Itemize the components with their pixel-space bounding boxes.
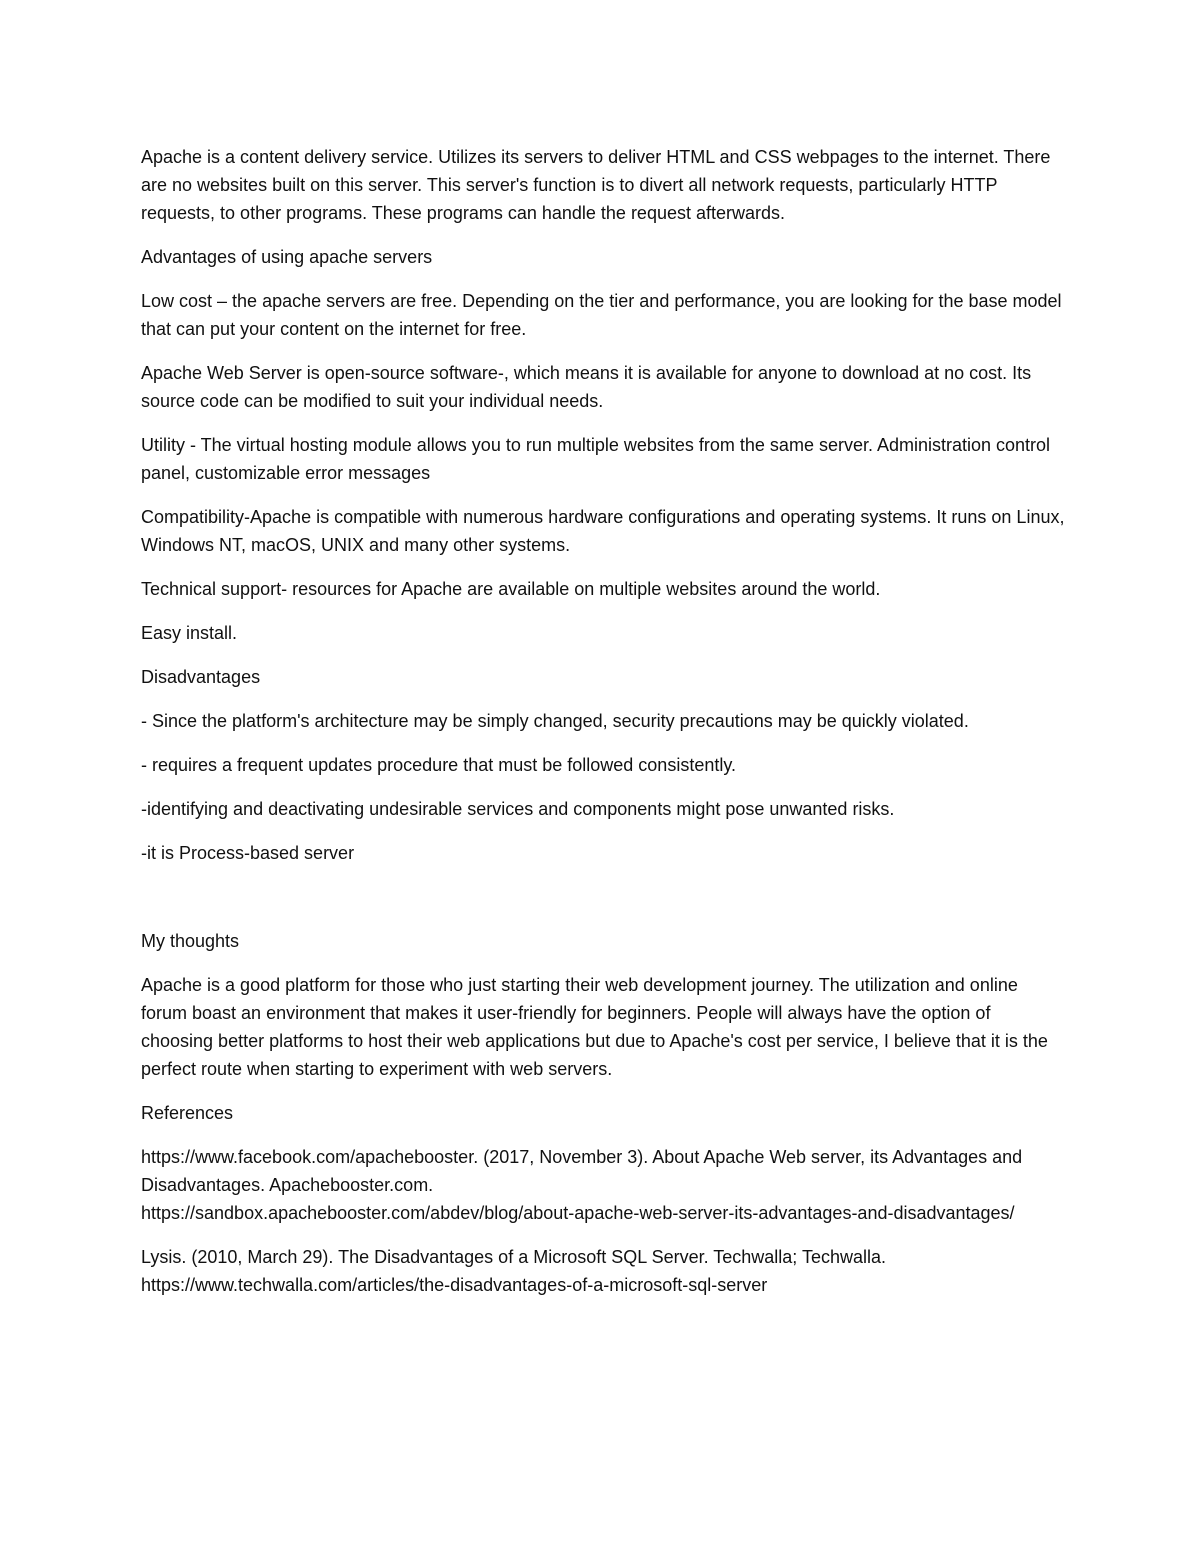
- disadvantages-heading: Disadvantages: [141, 667, 261, 687]
- reference-entry: [141, 1243, 1066, 1299]
- advantage-utility: Utility - The virtual hosting module allows you to run multiple websites from the same server. Administration control panel, customizable error messages: [141, 435, 1051, 483]
- advantages-heading: Advantages of using apache servers: [141, 247, 433, 267]
- document-body: [141, 143, 1066, 1315]
- reference-entry: [141, 1143, 1066, 1227]
- disadvantage-item: - Since the platform's architecture may be simply changed, security precautions may be quickly violated.: [141, 711, 969, 731]
- thoughts-heading: My thoughts: [141, 931, 240, 951]
- advantage-low-cost: Low cost – the apache servers are free. Depending on the tier and performance, you are looking for the base model that can put your content on the internet for free.: [141, 291, 1062, 339]
- reference-citation: Lysis. (2010, March 29). The Disadvantages of a Microsoft SQL Server. Techwalla; Techwalla.: [141, 1247, 887, 1267]
- thoughts-paragraph: Apache is a good platform for those who just starting their web development journey. The utilization and online forum boast an environment that makes it user-friendly for beginners. People will always have the option of choosing better platforms to host their web applications but due to Apache's cost per service, I believe that it is the perfect route when starting to experiment with web servers.: [141, 975, 1048, 1079]
- references-heading: References: [141, 1103, 234, 1123]
- disadvantage-item: -identifying and deactivating undesirable services and components might pose unwanted risks.: [141, 799, 895, 819]
- advantage-open-source: Apache Web Server is open-source software-, which means it is available for anyone to download at no cost. Its source code can be modified to suit your individual needs.: [141, 363, 1032, 411]
- advantage-compatibility: Compatibility-Apache is compatible with numerous hardware configurations and operating systems. It runs on Linux, Windows NT, macOS, UNIX and many other systems.: [141, 507, 1065, 555]
- advantage-easy-install: Easy install.: [141, 623, 238, 643]
- reference-citation: https://www.facebook.com/apachebooster. (2017, November 3). About Apache Web server, its Advantages and Disadvantages. Apachebooster.com.: [141, 1147, 1023, 1195]
- advantage-technical-support: Technical support- resources for Apache are available on multiple websites around the world.: [141, 579, 881, 599]
- blank-line: [141, 883, 1066, 927]
- disadvantage-item: -it is Process-based server: [141, 843, 355, 863]
- disadvantage-item: - requires a frequent updates procedure that must be followed consistently.: [141, 755, 737, 775]
- reference-url: https://sandbox.apachebooster.com/abdev/blog/about-apache-web-server-its-advantages-and-disadvantages/: [141, 1203, 1015, 1223]
- intro-paragraph: Apache is a content delivery service. Utilizes its servers to deliver HTML and CSS webpages to the internet. There are no websites built on this server. This server's function is to divert all network requests, particularly HTTP requests, to other programs. These programs can handle the request afterwards.: [141, 147, 1051, 223]
- reference-url: https://www.techwalla.com/articles/the-disadvantages-of-a-microsoft-sql-server: [141, 1275, 768, 1295]
